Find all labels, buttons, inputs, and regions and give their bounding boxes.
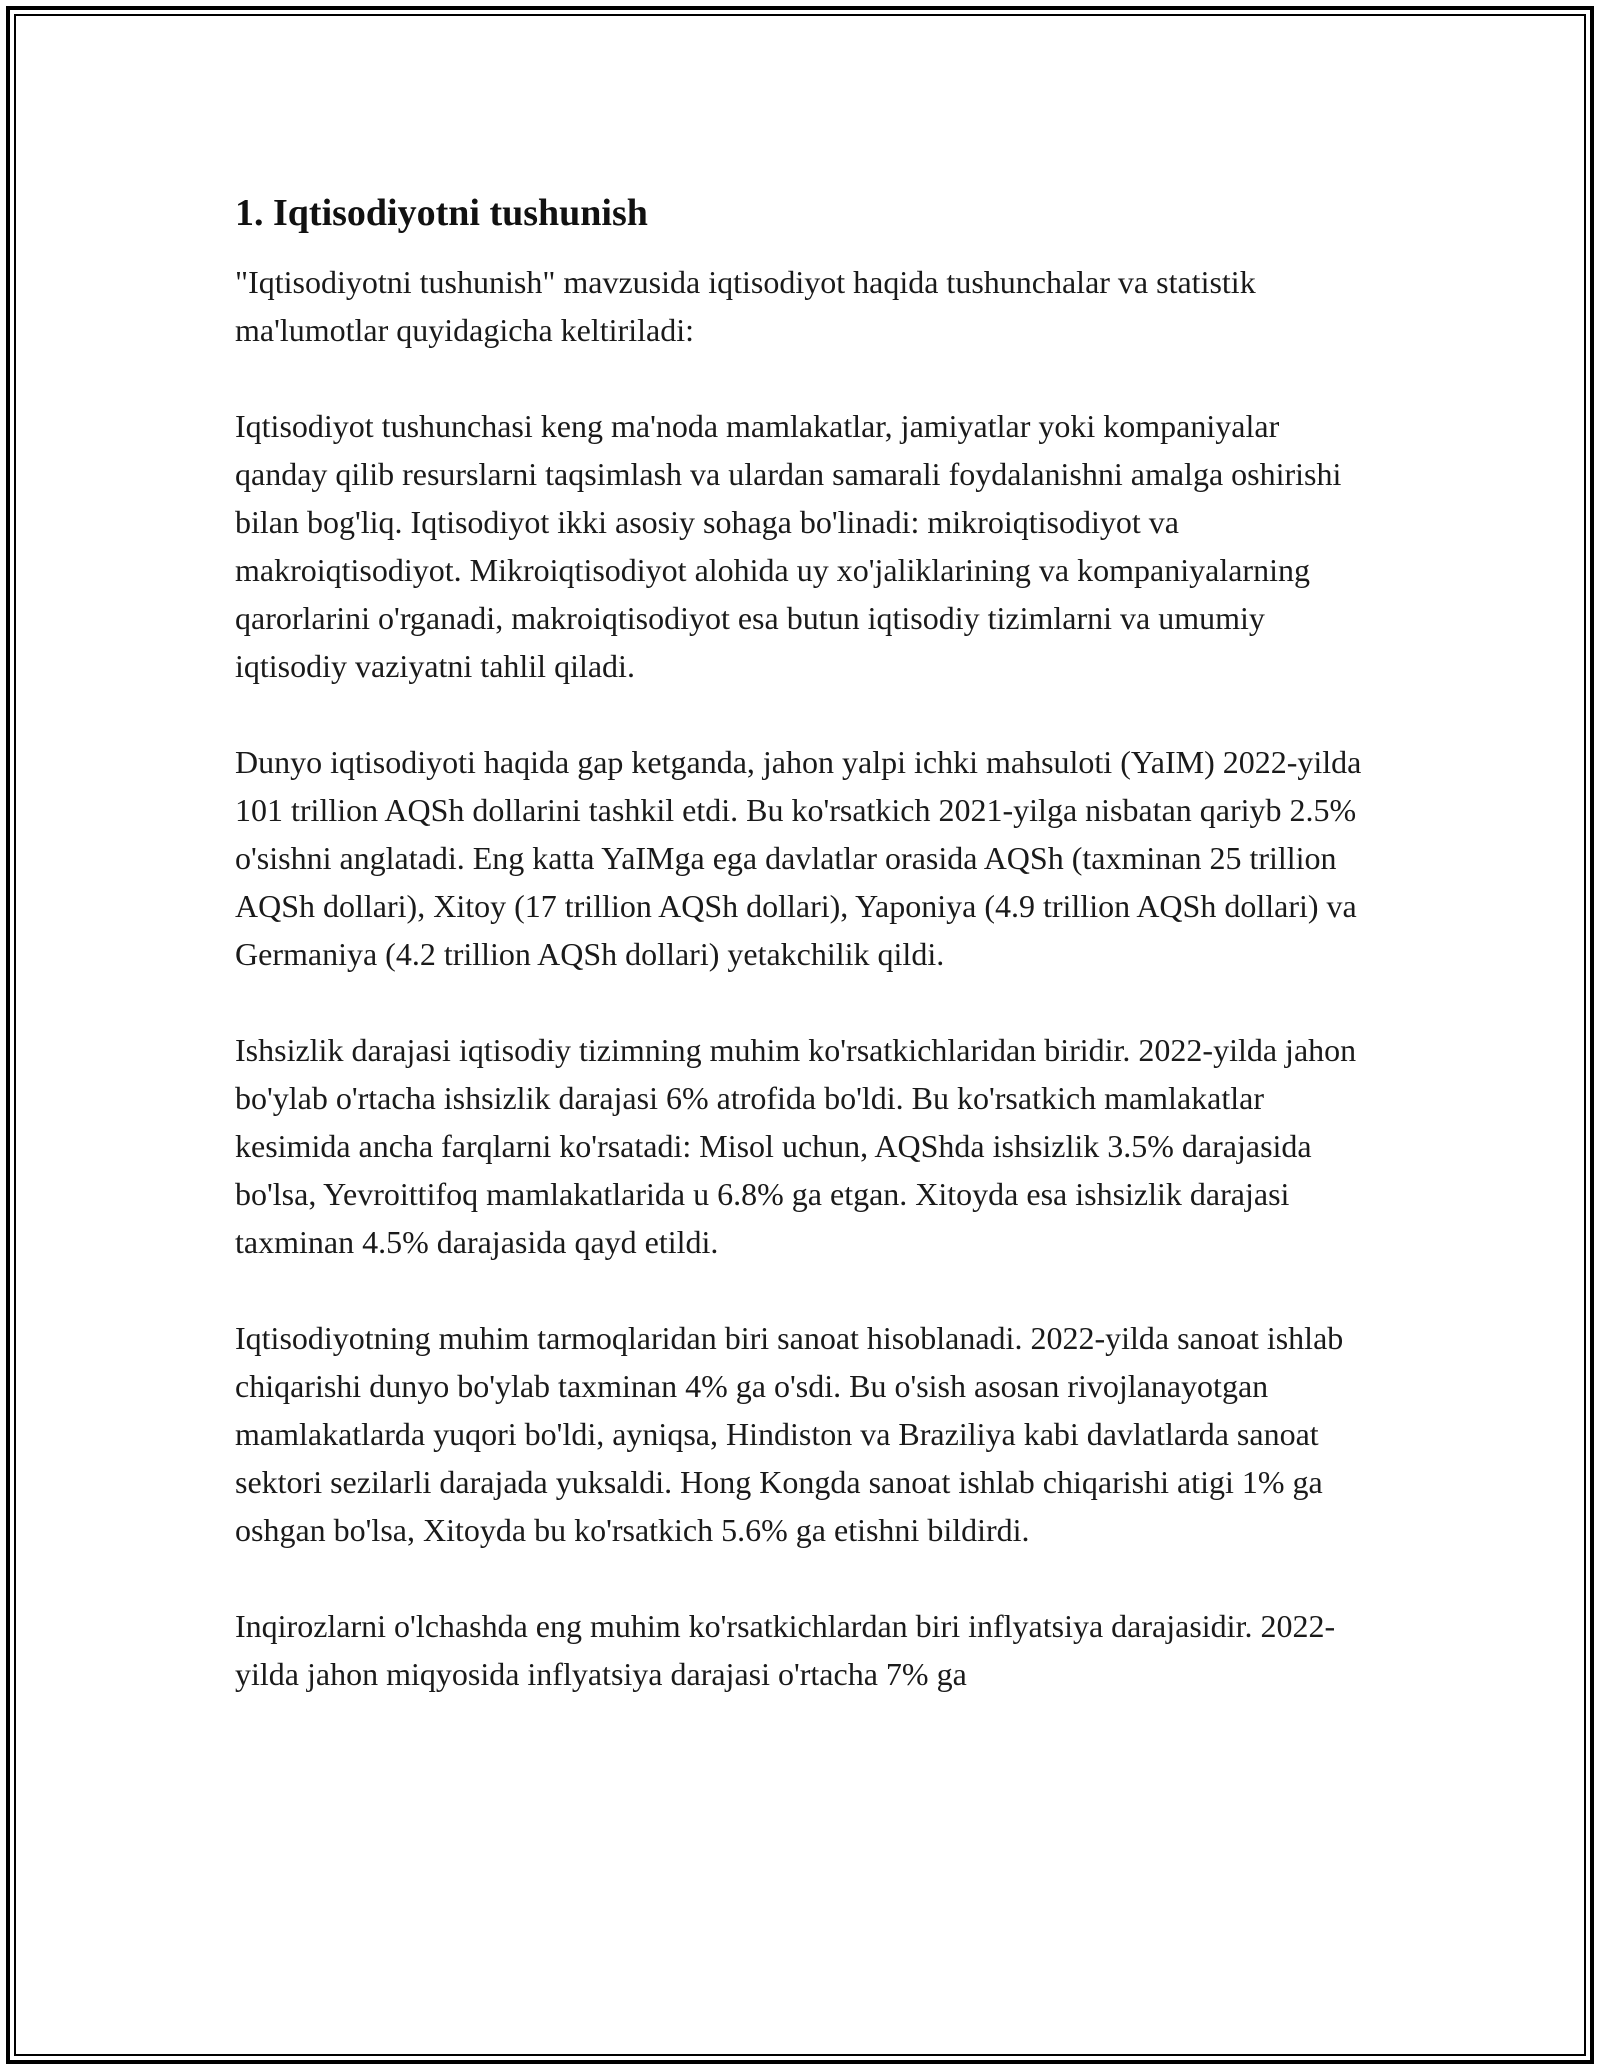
paragraph-inflation: Inqirozlarni o'lchashda eng muhim ko'rsatkichlardan biri inflyatsiya darajasidir. 2022-yilda jahon miqyosida inflyatsiya darajasi o'rtacha 7% ga — [235, 1608, 1336, 1692]
paragraph-world-gdp: Dunyo iqtisodiyoti haqida gap ketganda, jahon yalpi ichki mahsuloti (YaIM) 2022-yilda 101 trillion AQSh dollarini tashkil etdi. Bu ko'rsatkich 2021-yilga nisbatan qariyb 2.5% o'sishni anglatadi. Eng katta YaIMga ega davlatlar orasida AQSh (taxminan 25 trillion AQSh dollari), Xitoy (17 trillion AQSh dollari), Yaponiya (4.9 trillion AQSh dollari) va Germaniya (4.2 trillion AQSh dollari) yetakchilik qildi. — [235, 744, 1362, 972]
paragraph-economics-definition: Iqtisodiyot tushunchasi keng ma'noda mamlakatlar, jamiyatlar yoki kompaniyalar qanday qilib resurslarni taqsimlash va ulardan samarali foydalanishni amalga oshirishi bilan bog'liq. Iqtisodiyot ikki asosiy sohaga bo'linadi: mikroiqtisodiyot va makroiqtisodiyot. Mikroiqtisodiyot alohida uy xo'jaliklarining va kompaniyalarning qarorlarini o'rganadi, makroiqtisodiyot esa butun iqtisodiy tizimlarni va umumiy iqtisodiy vaziyatni tahlil qiladi. — [235, 408, 1342, 684]
document-body — [235, 188, 1370, 1746]
paragraph-industry: Iqtisodiyotning muhim tarmoqlaridan biri sanoat hisoblanadi. 2022-yilda sanoat ishlab chiqarishi dunyo bo'ylab taxminan 4% ga o'sdi. Bu o'sish asosan rivojlanayotgan mamlakatlarda yuqori bo'ldi, ayniqsa, Hindiston va Braziliya kabi davlatlarda sanoat sektori sezilarli darajada yuksaldi. Hong Kongda sanoat ishlab chiqarishi atigi 1% ga oshgan bo'lsa, Xitoyda bu ko'rsatkich 5.6% ga etishni bildirdi. — [235, 1320, 1344, 1548]
section-heading: 1. Iqtisodiyotni tushunish — [235, 192, 648, 234]
paragraph-intro: "Iqtisodiyotni tushunish" mavzusida iqtisodiyot haqida tushunchalar va statistik ma'lumotlar quyidagicha keltiriladi: — [235, 264, 1256, 348]
paragraph-unemployment: Ishsizlik darajasi iqtisodiy tizimning muhim ko'rsatkichlaridan biridir. 2022-yilda jahon bo'ylab o'rtacha ishsizlik darajasi 6% atrofida bo'ldi. Bu ko'rsatkich mamlakatlar kesimida ancha farqlarni ko'rsatadi: Misol uchun, AQShda ishsizlik 3.5% darajasida bo'lsa, Yevroittifoq mamlakatlarida u 6.8% ga etgan. Xitoyda esa ishsizlik darajasi taxminan 4.5% darajasida qayd etildi. — [235, 1032, 1357, 1260]
